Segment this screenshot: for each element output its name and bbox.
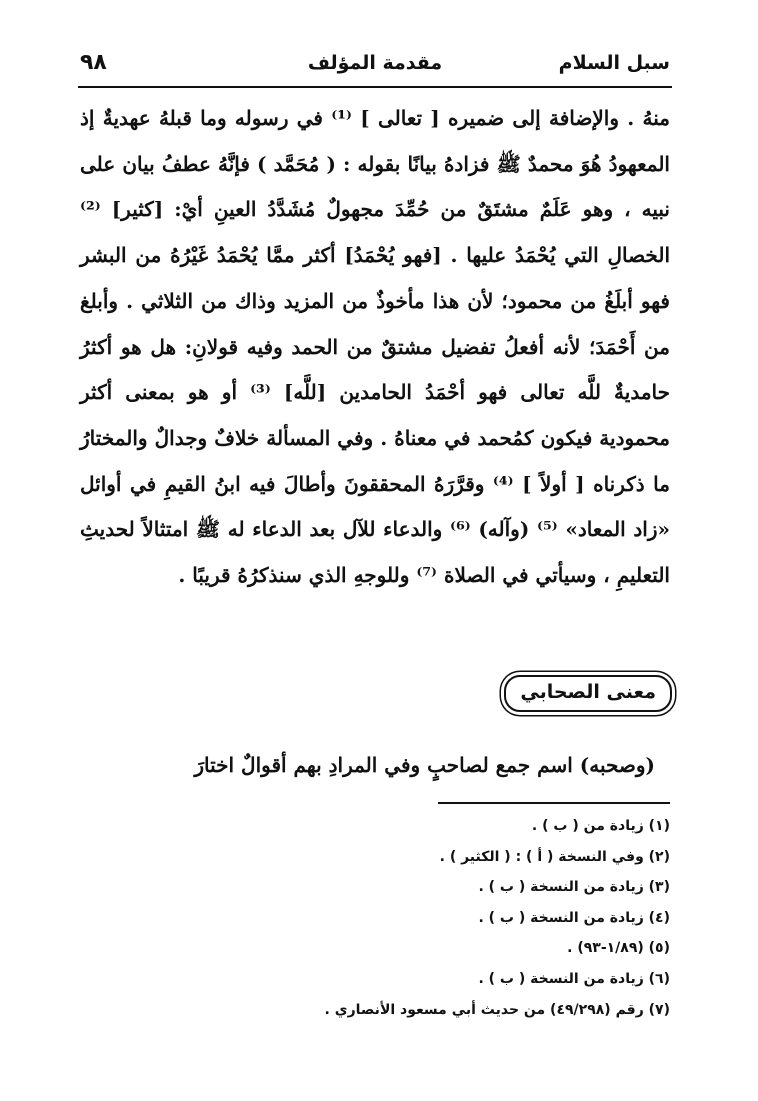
footnote-6: (٦) زيادة من النسخة ( ب ) . <box>478 970 670 987</box>
chapter-title: مقدمة المؤلف <box>307 52 443 74</box>
footnote-2: (٢) وفي النسخة ( أ ) : ( الكثير ) . <box>439 848 670 865</box>
book-title: سبل السلام <box>558 52 670 74</box>
footnote-4: (٤) زيادة من النسخة ( ب ) . <box>478 909 670 926</box>
footnote-7: (٧) رقم (٤٩/٢٩٨) من حديث أبي مسعود الأنصاري . <box>324 1001 670 1018</box>
footnote-1: (١) زيادة من ( ب ) . <box>531 818 670 834</box>
main-text-block <box>80 96 670 599</box>
section-paragraph: (وصحبه) اسم جمع لصاحبٍ وفي المرادِ بهم أقوالٌ اختارَ <box>194 753 655 777</box>
section-heading-box <box>504 675 672 712</box>
section-heading: معنى الصحابي <box>520 681 656 703</box>
page-number: ٩٨ <box>80 50 107 75</box>
header-divider <box>78 86 672 88</box>
footnote-3: (٣) زيادة من النسخة ( ب ) . <box>478 879 670 896</box>
footnote-divider <box>438 802 670 804</box>
body-paragraph: منهُ . والإضافة إلى ضميره [ تعالى ] ⁽¹⁾ في رسوله وما قبلهُ عهديةٌ إذ المعهودُ هُوَ محمدٌ ﷺ فزادهُ بيانًا بقوله : ( مُحَمَّد ) فإنَّهُ عطفُ بيان على نبيه ، وهو عَلَمٌ مشتَقٌ من حُمِّدَ مجهولٌ مُشَدَّدُ العينِ أيْ: [كثير] ⁽²⁾ الخصالِ التي يُحْمَدُ عليها . [فهو يُحْمَدُ] أكثر ممَّا يُحْمَدُ غَيْرُهُ من البشر فهو أبلَغُ من محمود؛ لأن هذا مأخوذٌ من المزيد وذاك من الثلاثي . وأبلغ من أَحْمَدَ؛ لأنه أفعلُ تفضيل مشتقٌ من الحمد وفيه قولانِ: هل هو أكثرُ حامديةٌ للَّه تعالى فهو أحْمَدُ الحامدين [للَّه] ⁽³⁾ أو هو بمعنى أكثر محمودية فيكون كمُحمد في معناهُ . وفي المسألة خلافٌ وجدالٌ والمختارُ ما ذكرناه [ أولاً ] ⁽⁴⁾ وقرَّرَهُ المحققونَ وأطالَ فيه ابنُ القيمِ في أوائل «زاد المعاد» ⁽⁵⁾ (وآله) ⁽⁶⁾ والدعاء للآل بعد الدعاء له ﷺ امتثالاً لحديثِ التعليمِ ، وسيأتي في الصلاة ⁽⁷⁾ وللوجهِ الذي سنذكرُهُ قريبًا . <box>80 106 670 588</box>
footnote-5: (٥) (١/٨٩-٩٣) . <box>567 940 670 957</box>
footnotes-list <box>110 811 670 1025</box>
running-header <box>80 48 670 84</box>
